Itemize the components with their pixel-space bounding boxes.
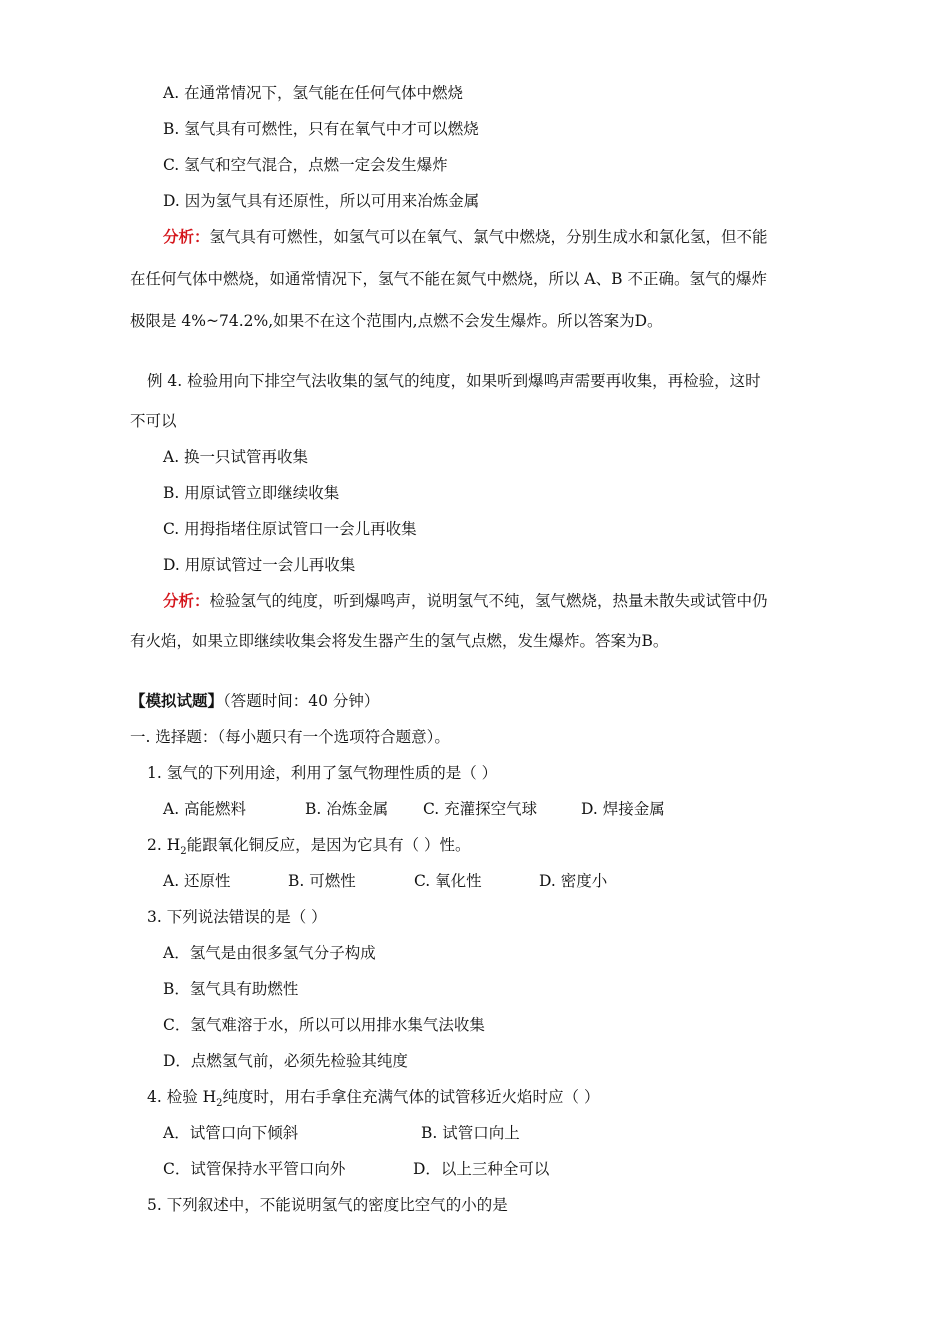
q4-option-a: A．试管口向下倾斜 (163, 1124, 299, 1142)
q4-stem-pre: 4. 检验 H (147, 1088, 217, 1106)
sim-heading (130, 691, 379, 711)
sim-time: （答题时间：40 分钟） (223, 692, 380, 710)
ex3-option-b: B. 氢气具有可燃性，只有在氧气中才可以燃烧 (163, 120, 479, 138)
ex4-analysis-label: 分析： (163, 591, 210, 610)
ex4-option-d: D. 用原试管过一会儿再收集 (163, 556, 356, 574)
q3-option-c: C．氢气难溶于水，所以可以用排水集气法收集 (163, 1016, 485, 1034)
q4-options-row-2 (163, 1159, 549, 1179)
q3-option-b: B．氢气具有助燃性 (163, 980, 299, 998)
q3-option-a: A．氢气是由很多氢气分子构成 (163, 944, 376, 962)
q3-option-d: D．点燃氢气前，必须先检验其纯度 (163, 1052, 408, 1070)
q4-option-d: D．以上三种全可以 (413, 1160, 550, 1178)
q4-option-b: B. 试管口向上 (421, 1124, 520, 1142)
q1-options (163, 799, 665, 819)
q4-subscript: 2 (216, 1098, 223, 1110)
ex4-stem-line-2: 不可以 (130, 412, 177, 430)
q3-stem: 3. 下列说法错误的是（ ） (147, 908, 327, 926)
q2-option-c: C. 氧化性 (414, 872, 482, 890)
q2-subscript: 2 (180, 846, 187, 858)
ex3-analysis-line-3: 极限是 4%~74.2%,如果不在这个范围内,点燃不会发生爆炸。所以答案为D。 (130, 312, 663, 330)
q4-option-c: C．试管保持水平管口向外 (163, 1160, 346, 1178)
ex4-analysis-line-2: 有火焰，如果立即继续收集会将发生器产生的氢气点燃，发生爆炸。答案为B。 (130, 632, 669, 650)
q2-option-b: B. 可燃性 (288, 872, 356, 890)
ex4-analysis-line-1 (163, 591, 768, 611)
q4-stem (147, 1087, 599, 1114)
ex3-option-c: C. 氢气和空气混合，点燃一定会发生爆炸 (163, 156, 448, 174)
ex4-option-c: C. 用拇指堵住原试管口一会儿再收集 (163, 520, 417, 538)
ex3-analysis-text-1: 氢气具有可燃性，如氢气可以在氧气、氯气中燃烧，分别生成水和氯化氢，但不能 (209, 228, 768, 246)
q4-stem-post: 纯度时，用右手拿住充满气体的试管移近火焰时应（ ） (222, 1088, 600, 1106)
q5-stem: 5. 下列叙述中，不能说明氢气的密度比空气的小的是 (147, 1196, 508, 1214)
ex3-analysis-label: 分析： (163, 227, 210, 246)
q2-stem-post: 能跟氧化铜反应，是因为它具有（ ）性。 (186, 836, 471, 854)
ex3-analysis-line-1 (163, 227, 768, 247)
q1-option-c: C. 充灌探空气球 (423, 800, 538, 818)
sim-section: 一. 选择题：（每小题只有一个选项符合题意）。 (130, 728, 450, 746)
ex3-option-d: D. 因为氢气具有还原性，所以可用来冶炼金属 (163, 192, 480, 210)
q2-option-d: D. 密度小 (539, 872, 608, 890)
ex3-option-a: A. 在通常情况下，氢气能在任何气体中燃烧 (163, 84, 464, 102)
q2-options (163, 871, 607, 891)
q1-option-a: A. 高能燃料 (163, 800, 247, 818)
q1-option-b: B. 冶炼金属 (305, 800, 389, 818)
ex4-option-a: A. 换一只试管再收集 (163, 448, 309, 466)
q2-stem (147, 835, 471, 862)
q2-option-a: A. 还原性 (163, 872, 231, 890)
q1-stem: 1. 氢气的下列用途，利用了氢气物理性质的是（ ） (147, 764, 498, 782)
sim-title: 【模拟试题】 (130, 691, 224, 710)
q1-option-d: D. 焊接金属 (581, 800, 665, 818)
q4-options-row-1 (163, 1123, 520, 1143)
ex4-option-b: B. 用原试管立即继续收集 (163, 484, 340, 502)
q2-stem-pre: 2. H (147, 836, 181, 854)
ex4-analysis-text-1: 检验氢气的纯度，听到爆鸣声，说明氢气不纯，氢气燃烧，热量未散失或试管中仍 (209, 592, 768, 610)
ex4-stem-line-1: 例 4. 检验用向下排空气法收集的氢气的纯度，如果听到爆鸣声需要再收集，再检验，这时 (147, 372, 761, 390)
ex3-analysis-line-2: 在任何气体中燃烧，如通常情况下，氢气不能在氮气中燃烧，所以 A、B 不正确。氢气的爆炸 (130, 270, 767, 288)
